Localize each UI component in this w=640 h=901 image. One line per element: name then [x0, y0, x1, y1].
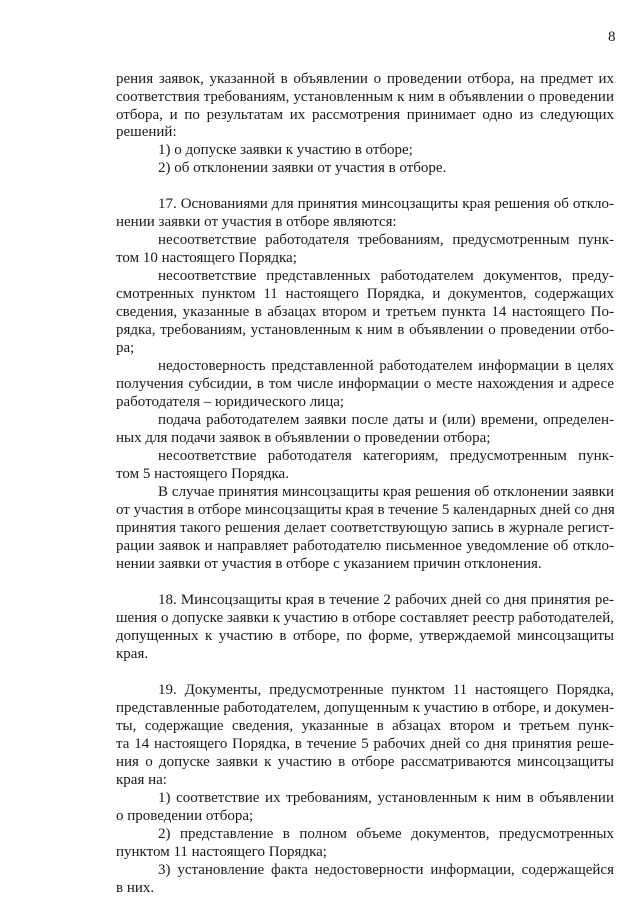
paragraph-start: В случае принятия минсоцзащиты края решения об отклонении заявки [158, 484, 614, 500]
text-line: пунктом 11 настоящего Порядка; [116, 844, 327, 860]
paragraph-start: несоответствие работодателя требованиям, предусмотренным пунк- [158, 232, 614, 248]
paragraph-start: недостоверность представленной работодателем информации в целях [158, 358, 614, 374]
paragraph-start: несоответствие работодателя категориям, предусмотренным пунк- [158, 448, 614, 464]
list-item: 2) об отклонении заявки от участия в отборе. [158, 160, 447, 176]
text-line: отбора, и по результатам их рассмотрения принимает одно из следующих [116, 107, 614, 123]
paragraph-start: подача работодателем заявки после даты и (или) времени, определен- [158, 412, 614, 428]
text-line: том 5 настоящего Порядка. [116, 466, 289, 482]
text-line: рения заявок, указанной в объявлении о проведении отбора, на предмет их [116, 71, 614, 87]
text-line: ных для подачи заявок в объявлении о проведении отбора; [116, 430, 491, 446]
text-line: та 14 настоящего Порядка, в течение 5 рабочих дней со дня принятия реше- [116, 736, 614, 752]
text-line: шения о допуске заявки к участию в отборе составляет реестр работодателей, [116, 610, 614, 626]
text-line: соответствия требованиям, установленным к ним в объявлении о проведении [116, 89, 614, 105]
text-line: решений: [116, 124, 177, 140]
list-item: 1) о допуске заявки к участию в отборе; [158, 142, 413, 158]
text-line: получения субсидии, в том числе информации о месте нахождения и адресе [116, 376, 614, 392]
text-line: от участия в отборе минсоцзащиты края в течение 5 календарных дней со дня [116, 502, 615, 518]
paragraph-start: несоответствие представленных работодателем документов, преду- [158, 268, 614, 284]
text-line: ты, содержащие сведения, указанные в абзацах втором и третьем пунк- [116, 718, 614, 734]
text-line: края. [116, 646, 149, 662]
page-number: 8 [608, 29, 616, 45]
text-line: том 10 настоящего Порядка; [116, 250, 297, 266]
text-line: допущенных к участию в отборе, по форме, утверждаемой минсоцзащиты [116, 628, 614, 644]
paragraph-start: 19. Документы, предусмотренные пунктом 11 настоящего Порядка, [158, 682, 614, 698]
text-line: края на: [116, 772, 167, 788]
text-line: принятия такого решения делает соответствующую запись в журнале регист- [116, 520, 614, 536]
text-line: о проведении отбора; [116, 808, 254, 824]
list-item: 2) представление в полном объеме документов, предусмотренных [158, 826, 614, 842]
paragraph-start: 17. Основаниями для принятия минсоцзащиты края решения об откло- [158, 196, 614, 212]
text-line: работодателя – юридического лица; [116, 394, 345, 410]
text-line: ния о допуске заявки к участию в отборе рассматриваются минсоцзащиты [116, 754, 614, 770]
text-line: рядка, требованиям, установленным к ним в объявлении о проведении отбо- [116, 322, 614, 338]
text-line: нении заявки от участия в отборе являются: [116, 214, 397, 230]
text-line: сведения, указанные в абзацах втором и третьем пункта 14 настоящего По- [116, 304, 614, 320]
text-line: рации заявок и направляет работодателю письменное уведомление об откло- [116, 538, 614, 554]
text-line: смотренных пунктом 11 настоящего Порядка, и документов, содержащих [116, 286, 614, 302]
text-line: представленные работодателем, допущенным к участию в отборе, и докумен- [116, 700, 614, 716]
paragraph-start: 18. Минсоцзащиты края в течение 2 рабочих дней со дня принятия ре- [158, 592, 614, 608]
list-item: 3) установление факта недостоверности информации, содержащейся [158, 862, 614, 878]
list-item: 1) соответствие их требованиям, установленным к ним в объявлении [158, 790, 614, 806]
text-line: в них. [116, 880, 155, 896]
text-line: ра; [116, 340, 135, 356]
text-line: нении заявки от участия в отборе с указанием причин отклонения. [116, 556, 542, 572]
